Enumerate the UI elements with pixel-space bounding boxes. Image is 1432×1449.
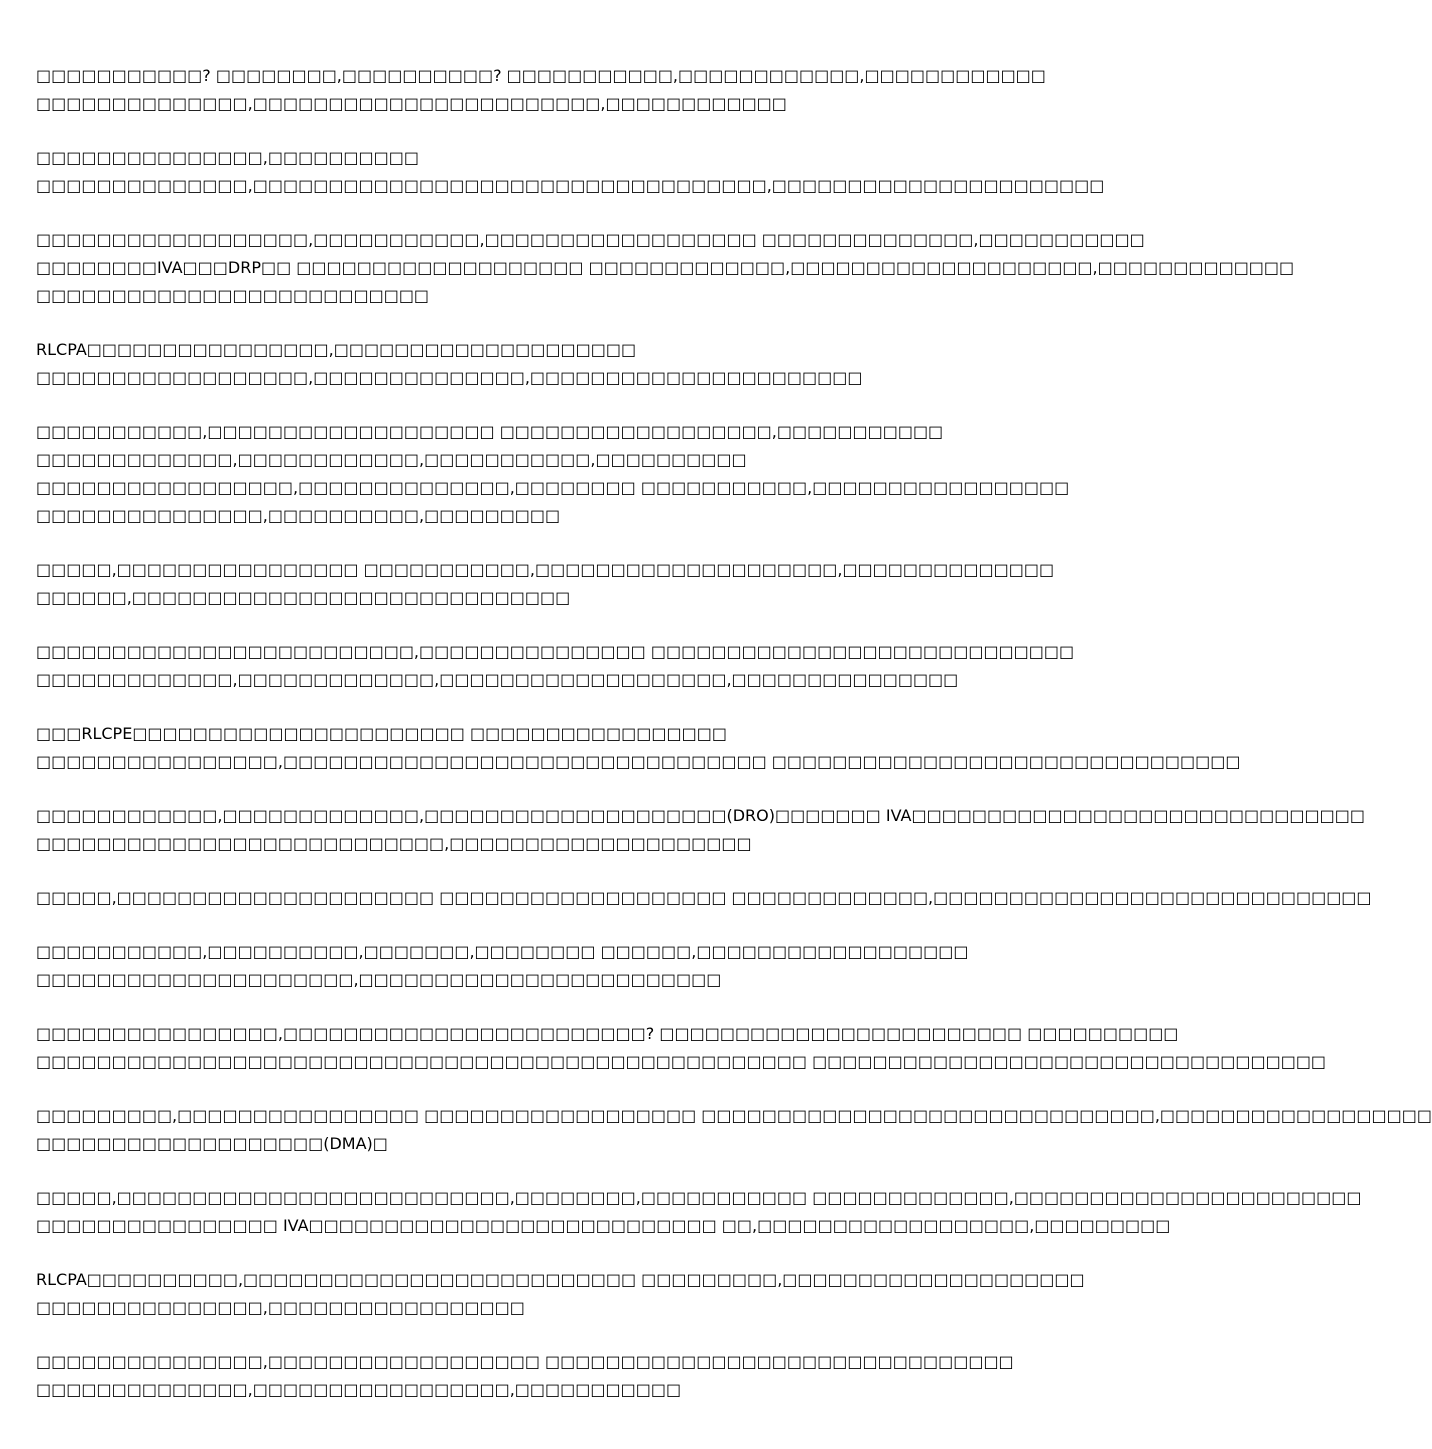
text-line: □□□□□□□□□□□? □□□□□□□□,□□□□□□□□□□? □□□□□□□□□□□,□□□□□□□□□□□□,□□□□□□□□□□□□ (36, 66, 1046, 85)
text-line: □□□□□□□□□□□□□□□□□,□□□□□□□□□□□□□□,□□□□□□□□ □□□□□□□□□□□,□□□□□□□□□□□□□□□□□ (36, 478, 1070, 497)
text-line: □□□□□,□□□□□□□□□□□□□□□□□□□□□□□□□□,□□□□□□□□,□□□□□□□□□□□ □□□□□□□□□□□□□,□□□□□□□□□□□□□□□□□□□□□□□ (36, 1188, 1362, 1207)
paragraph (36, 336, 986, 392)
text-line: RLCPA□□□□□□□□□□□□□□□□,□□□□□□□□□□□□□□□□□□□□ (36, 340, 637, 359)
text-line: □□□□□□□□□□□□□□,□□□□□□□□□□□□□□□□□□□□□□□,□□□□□□□□□□□□ (36, 94, 787, 113)
paragraph (36, 62, 1046, 118)
text-line: □□□□□□□□□□□□□□□□□□□□□□□□□□□,□□□□□□□□□□□□□□□□□□□□ (36, 834, 752, 853)
text-line: □□□□□□□□□□□□□□□□□□,□□□□□□□□□□□□□□,□□□□□□□□□□□□□□□□□□□□□□ (36, 368, 863, 387)
text-line: □□□□□□□□□□□□□□□,□□□□□□□□□□□□□□□□□ (36, 1298, 525, 1317)
text-line: □□□□□□□□□□□□□□□,□□□□□□□□□□ (36, 148, 420, 167)
text-line: □□□□□,□□□□□□□□□□□□□□□□□□□□□ □□□□□□□□□□□□□□□□□□□ □□□□□□□□□□□□□,□□□□□□□□□□□□□□□□□□□□□□□□□□□□□ (36, 888, 1372, 907)
paragraph (36, 556, 1055, 612)
text-line: □□□□□□□□□□□□□□,□□□□□□□□□□□□□□□□□□□□□□□□□□□□□□□□□□,□□□□□□□□□□□□□□□□□□□□□□ (36, 176, 1105, 195)
text-line: □□□RLCPE□□□□□□□□□□□□□□□□□□□□□□ □□□□□□□□□□□□□□□□□ (36, 724, 727, 743)
paragraph (36, 1348, 1014, 1404)
text-line: □□□□□□□□□□□□□,□□□□□□□□□□□□□,□□□□□□□□□□□□□□□□□□□,□□□□□□□□□□□□□□□ (36, 670, 959, 689)
paragraph (36, 720, 1241, 776)
document-page (36, 62, 1432, 1430)
text-line: □□□□□□□□□□□□□□□□,□□□□□□□□□□□□□□□□□□□□□□□□? □□□□□□□□□□□□□□□□□□□□□□□□ □□□□□□□□□□ (36, 1024, 1179, 1043)
paragraph (36, 1020, 1327, 1076)
paragraph (36, 1184, 1362, 1240)
text-line: □□□□□□□□□□□□□□□□□□□□□,□□□□□□□□□□□□□□□□□□□□□□□□ (36, 970, 722, 989)
paragraph (36, 638, 1075, 694)
paragraph (36, 938, 986, 994)
paragraph (36, 144, 1105, 200)
text-line: □□□□□□□□□,□□□□□□□□□□□□□□□□ □□□□□□□□□□□□□□□□□□ □□□□□□□□□□□□□□□□□□□□□□□□□□□□□□,□□□□□□□□□□□□□□□□□□ (36, 1106, 1432, 1125)
text-line: □□□□□,□□□□□□□□□□□□□□□□ □□□□□□□□□□□,□□□□□□□□□□□□□□□□□□□□,□□□□□□□□□□□□□□ (36, 560, 1055, 579)
paragraph (36, 884, 1372, 912)
text-line: □□□□□□□□□□□□□□□□□□□(DMA)□ (36, 1134, 388, 1153)
paragraph (36, 802, 1365, 858)
paragraph (36, 226, 1295, 310)
text-line: □□□□□□□□□□□□□□□□ IVA□□□□□□□□□□□□□□□□□□□□□□□□□□□ □□,□□□□□□□□□□□□□□□□□□,□□□□□□□□□ (36, 1216, 1171, 1235)
text-line: □□□□□□□□□□□,□□□□□□□□□□□□□□□□□□□ □□□□□□□□□□□□□□□□□□,□□□□□□□□□□□ (36, 422, 944, 441)
text-line: □□□□□□□□□□□□□,□□□□□□□□□□□□,□□□□□□□□□□□,□□□□□□□□□□ (36, 450, 747, 469)
text-line: □□□□□□□□□□□□□□□□,□□□□□□□□□□□□□□□□□□□□□□□□□□□□□□□□ □□□□□□□□□□□□□□□□□□□□□□□□□□□□□□□ (36, 752, 1241, 771)
text-line: □□□□□□□□□□□□□□□,□□□□□□□□□□□□□□□□□□ □□□□□□□□□□□□□□□□□□□□□□□□□□□□□□□ (36, 1352, 1014, 1371)
text-line: RLCPA□□□□□□□□□□,□□□□□□□□□□□□□□□□□□□□□□□□□□ □□□□□□□□□,□□□□□□□□□□□□□□□□□□□□ (36, 1270, 1085, 1289)
text-line: □□□□□□□□□□□□□□,□□□□□□□□□□□□□□□□□,□□□□□□□□□□□ (36, 1380, 682, 1399)
paragraph (36, 1102, 1432, 1158)
text-line: □□□□□□,□□□□□□□□□□□□□□□□□□□□□□□□□□□□□ (36, 588, 571, 607)
text-line: □□□□□□□□□□□□□□□□□□,□□□□□□□□□□□,□□□□□□□□□□□□□□□□□□ □□□□□□□□□□□□□□,□□□□□□□□□□□ (36, 230, 1145, 249)
text-line: □□□□□□□□□□□□□□□□□□□□□□□□□,□□□□□□□□□□□□□□□ □□□□□□□□□□□□□□□□□□□□□□□□□□□□ (36, 642, 1075, 661)
text-line: □□□□□□□□□□□,□□□□□□□□□□,□□□□□□□,□□□□□□□□ □□□□□□,□□□□□□□□□□□□□□□□□□ (36, 942, 969, 961)
text-line: □□□□□□□□IVA□□□DRP□□ □□□□□□□□□□□□□□□□□□□ □□□□□□□□□□□□□,□□□□□□□□□□□□□□□□□□□□,□□□□□□□□□□□□□ (36, 258, 1295, 277)
text-line: □□□□□□□□□□□□□□□□□□□□□□□□□□□□□□□□□□□□□□□□□□□□□□□□□□□ □□□□□□□□□□□□□□□□□□□□□□□□□□□□□□□□□□ (36, 1052, 1327, 1071)
paragraph (36, 1266, 1085, 1322)
text-line: □□□□□□□□□□□□□□□,□□□□□□□□□□,□□□□□□□□□ (36, 506, 561, 525)
text-line: □□□□□□□□□□□□,□□□□□□□□□□□□□,□□□□□□□□□□□□□□□□□□□□(DRO)□□□□□□□ IVA□□□□□□□□□□□□□□□□□□□□□□□□□□□□□□ (36, 806, 1365, 825)
paragraph (36, 418, 1070, 530)
text-line: □□□□□□□□□□□□□□□□□□□□□□□□□□ (36, 286, 430, 305)
